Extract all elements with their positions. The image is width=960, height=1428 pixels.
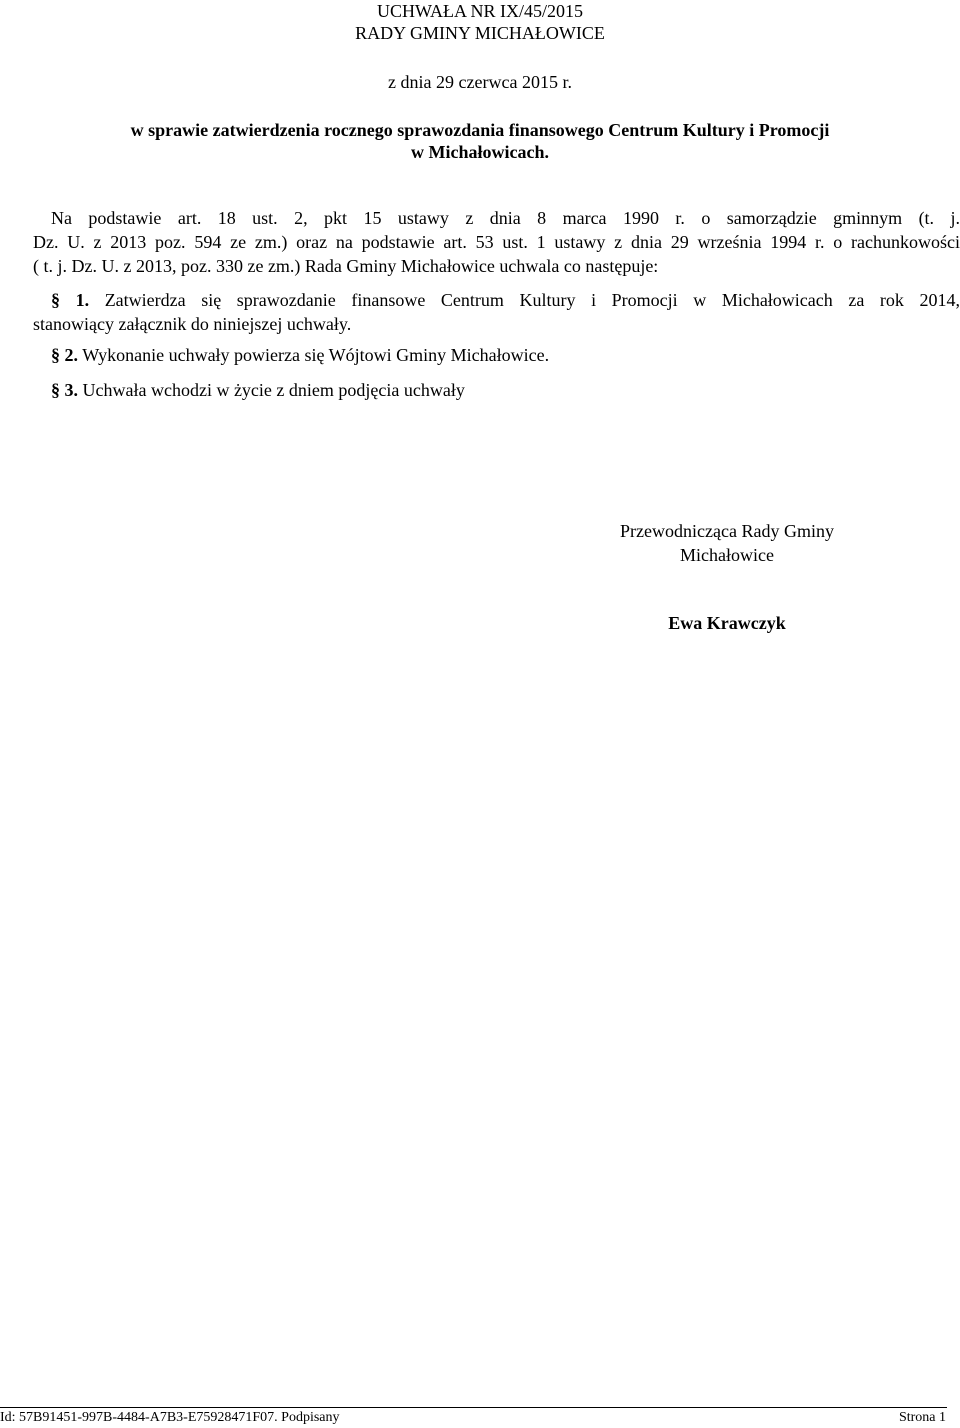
paragraph-1 — [51, 288, 960, 312]
resolution-title: UCHWAŁA NR IX/45/2015 — [377, 1, 583, 21]
resolution-date: z dnia 29 czerwca 2015 r. — [388, 72, 572, 92]
paragraph-1-continuation: stanowiący załącznik do niniejszej uchwały. — [33, 314, 352, 334]
subject-line-1: w sprawie zatwierdzenia rocznego sprawozdania finansowego Centrum Kultury i Promocji — [130, 120, 830, 140]
paragraph-3-text: Uchwała wchodzi w życie z dniem podjęcia uchwały — [82, 380, 465, 400]
paragraph-3 — [51, 378, 960, 402]
preamble-line-2: Dz. U. z 2013 poz. 594 ze zm.) oraz na podstawie art. 53 ust. 1 ustawy z dnia 29 września 1994 r. o rachunkowości — [33, 232, 960, 252]
document-id: Id: 57B91451-997B-4484-A7B3-E75928471F07. Podpisany — [0, 1410, 340, 1425]
paragraph-2-number: § 2. — [51, 345, 78, 365]
page-number: Strona 1 — [898, 1410, 946, 1425]
paragraph-3-number: § 3. — [51, 380, 78, 400]
preamble-line-3: ( t. j. Dz. U. z 2013, poz. 330 ze zm.) Rada Gminy Michałowice uchwala co następuje: — [33, 256, 659, 276]
council-name: RADY GMINY MICHAŁOWICE — [355, 23, 605, 43]
signatory-name: Ewa Krawczyk — [668, 613, 786, 633]
signatory-role-line-2: Michałowice — [680, 545, 774, 565]
preamble-line-1: Na podstawie art. 18 ust. 2, pkt 15 ustawy z dnia 8 marca 1990 r. o samorządzie gminnym (t. j. — [51, 208, 960, 228]
signatory-role-line-1: Przewodnicząca Rady Gminy — [620, 521, 834, 541]
paragraph-1-text: Zatwierdza się sprawozdanie finansowe Centrum Kultury i Promocji w Michałowicach za rok 2014, — [104, 290, 960, 310]
paragraph-2-text: Wykonanie uchwały powierza się Wójtowi Gminy Michałowice. — [82, 345, 550, 365]
subject-line-2: w Michałowicach. — [411, 142, 549, 162]
paragraph-2 — [51, 343, 960, 367]
footer-divider — [0, 1407, 947, 1408]
paragraph-1-number: § 1. — [51, 290, 90, 310]
